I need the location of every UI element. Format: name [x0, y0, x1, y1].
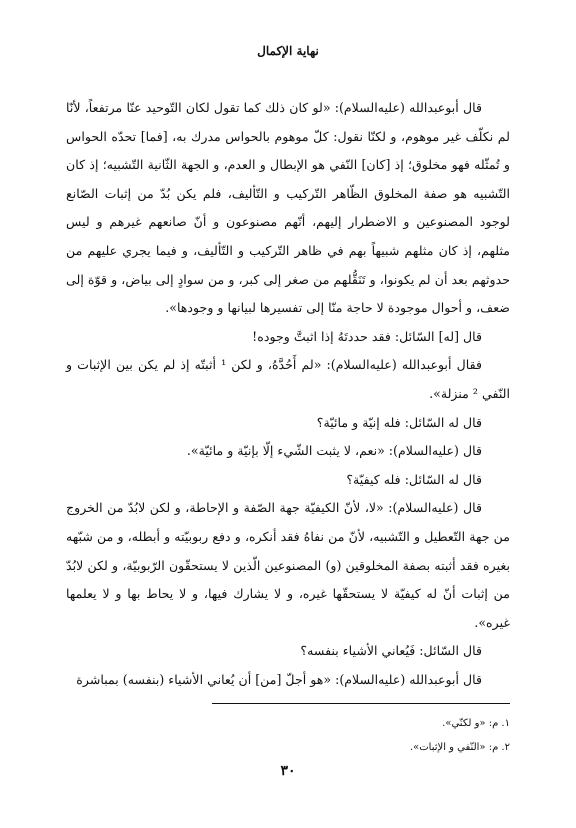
footnotes	[410, 712, 510, 760]
paragraph-7: قال (عليه‌السلام): «لا، لأنّ الكيفيّة جهة الصّفة و الإحاطة، و لكن لابُدّ من الخروج من جهة التّعطيل و التّشبيه، لأنّ من نفاهُ فقد أنكره، و دفع ربوبيّته و أبطله، و من شبّهه بغيره فقد أثبته بصفة المخلوقين (و) المصنوعين الّذين لا يستحقّون الرّبوبيّة، و لكن لابُدّ من إثبات أنّ له كيفيّة لا يستحقّها غيره، و لا يشارك فيها، و لا يحاط بها و لا يعلمها غيره».	[66, 500, 510, 630]
page-body	[66, 94, 510, 694]
paragraph-3: فقال أبوعبدالله (عليه‌السلام): «لم أَحُدَّهُ، و لكن ¹ أثبتّه إذ لم يكن بين الإثبات و النّفي ² منزلة».	[66, 357, 510, 401]
page-number: ٣٠	[280, 763, 296, 779]
paragraph-5: قال (عليه‌السلام): «نعم، لا يثبت الشّيء إلّا بإنيّة و مائيّة».	[186, 443, 482, 459]
paragraph-8: قال السّائل: فَيُعاني الأشياء بنفسه؟	[300, 643, 482, 659]
paragraph-9: قال أبوعبدالله (عليه‌السلام): «هو أجلّ [من] أن يُعاني الأشياء (بنفسه) بمباشرة	[76, 671, 482, 687]
paragraph-1: قال أبوعبدالله (عليه‌السلام): «لو كان ذلك كما تقول لكان التّوحيد عنّا مرتفعاً، لأنّا لم نكلّف غير موهوم، و لكنّا نقول: كلّ موهوم بالحواس مدرك به، [فما] تحدّه الحواس و تُمثّله فهو مخلوق؛ إذ [كان] النّفي هو الإبطال و العدم، و الجهة الثّانية التّشبيه؛ إذ كان التّشبيه هو صفة المخلوق الظّاهر التّركيب و التّأليف، فلم يكن بُدّ من إثبات الصّانع لوجود المصنوعين و الاضطرار إليهم، أنّهم مصنوعون و أنّ صانعهم غيرهم و ليس مثلهم، إذ كان مثلهم شبيهاً بهم في ظاهر التّركيب و التّأليف، و فيما يجري عليهم من حدوثهم بعد أن لم يكونوا، و تَنَقُّلهم من صغر إلى كبر، و من سوادٍ إلى بياض، و قوّة إلى ضعف، و أحوال موجودة لا حاجة منّا إلى تفسيرها لبيانها و وجودها».	[66, 100, 510, 316]
paragraph-2: قال [له] السّائل: فقد حددتَهُ إذا اثبتَّ وجوده!	[252, 328, 482, 344]
footnote-divider	[212, 703, 510, 704]
footnote-1: ١. م: «و لكنّي».	[442, 718, 510, 729]
footnote-2: ٢. م: «النّفي و الإثبات».	[409, 742, 510, 753]
running-head: نهاية الإكمال	[257, 44, 319, 58]
paragraph-6: قال له السّائل: فله كيفيّة؟	[346, 471, 482, 487]
paragraph-4: قال له السّائل: فله إنيّة و مائيّة؟	[316, 414, 482, 430]
